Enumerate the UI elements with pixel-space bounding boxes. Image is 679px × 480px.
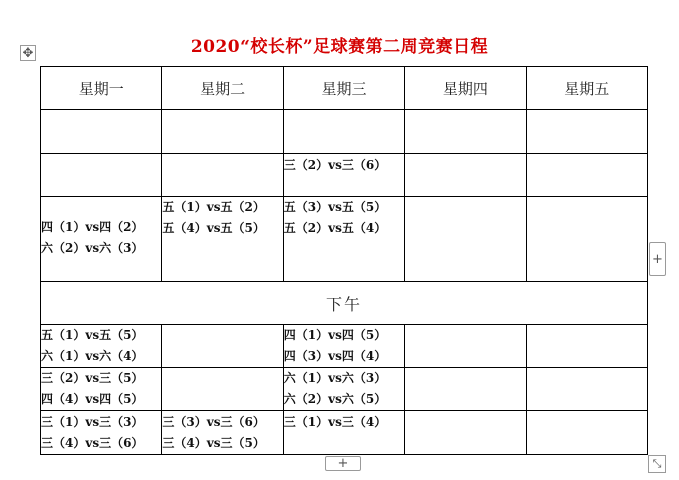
header-row [41,67,648,110]
table-cell[interactable] [405,411,526,455]
table-cell[interactable] [526,110,647,154]
match-entry: 六（2）vs六（5） [283,392,387,406]
day-header: 星期四 [405,67,526,110]
match-entry: 四（4）vs四（5） [41,392,144,406]
match-entry: 六（1）vs六（4） [41,349,144,363]
add-row-button[interactable]: + [325,456,361,471]
afternoon-row [41,282,648,325]
table-cell[interactable] [283,411,404,455]
add-column-button[interactable]: + [649,242,666,276]
match-entry: 五（1）vs五（5） [41,328,144,342]
match-entry: 三（1）vs三（4） [283,415,387,429]
match-entry: 六（1）vs六（3） [283,371,387,385]
table-cell[interactable] [162,110,283,154]
day-header: 星期三 [283,67,404,110]
table-cell[interactable] [405,325,526,368]
table-cell[interactable] [526,154,647,197]
match-entry: 三（2）vs三（6） [283,158,387,172]
table-cell[interactable] [283,197,404,282]
match-entry: 五（3）vs五（5） [283,200,387,214]
table-row [41,110,648,154]
match-entry: 三（3）vs三（6） [162,414,265,429]
table-cell[interactable] [283,368,404,411]
table-row [41,368,648,411]
table-cell[interactable] [405,368,526,411]
table-row [41,197,648,282]
table-cell[interactable] [41,154,162,197]
schedule-table [40,66,648,455]
table-cell[interactable] [526,197,647,282]
match-entry: 六（2）vs六（3） [41,241,144,255]
table-row [41,154,648,197]
table-cell[interactable] [526,411,647,455]
table-resize-handle-icon[interactable]: ⤡ [648,455,666,473]
afternoon-label: 下午 [41,282,648,325]
day-header: 星期一 [41,67,162,110]
table-cell[interactable] [162,325,283,368]
table-cell[interactable] [405,154,526,197]
match-entry: 四（3）vs四（4） [283,349,387,363]
table-row [41,411,648,455]
document-title: 2020“校长杯”足球赛第二周竞赛日程 [190,37,489,57]
match-entry: 四（1）vs四（5） [283,328,387,342]
match-entry: 四（1）vs四（2） [41,220,144,234]
table-cell[interactable] [405,197,526,282]
table-cell[interactable] [162,197,283,282]
table-cell[interactable] [526,368,647,411]
table-cell[interactable] [41,110,162,154]
match-entry: 三（4）vs三（6） [41,435,144,450]
table-cell[interactable] [405,110,526,154]
table-cell[interactable] [283,110,404,154]
day-header: 星期二 [162,67,283,110]
day-header: 星期五 [526,67,647,110]
match-entry: 五（2）vs五（4） [283,221,387,235]
table-cell[interactable] [162,411,283,455]
table-cell[interactable] [283,154,404,197]
match-entry: 五（4）vs五（5） [162,221,265,235]
match-entry: 三（4）vs三（5） [162,435,265,450]
table-cell[interactable] [41,368,162,411]
table-move-handle-icon[interactable]: ✥ [20,45,36,61]
table-cell[interactable] [526,325,647,368]
table-cell[interactable] [41,325,162,368]
table-row [41,325,648,368]
match-entry: 三（1）vs三（3） [41,414,144,429]
table-cell[interactable] [41,411,162,455]
table-cell[interactable] [283,325,404,368]
table-cell[interactable] [41,197,162,282]
table-cell[interactable] [162,154,283,197]
table-cell[interactable] [162,368,283,411]
match-entry: 五（1）vs五（2） [162,200,265,214]
match-entry: 三（2）vs三（5） [41,371,144,385]
